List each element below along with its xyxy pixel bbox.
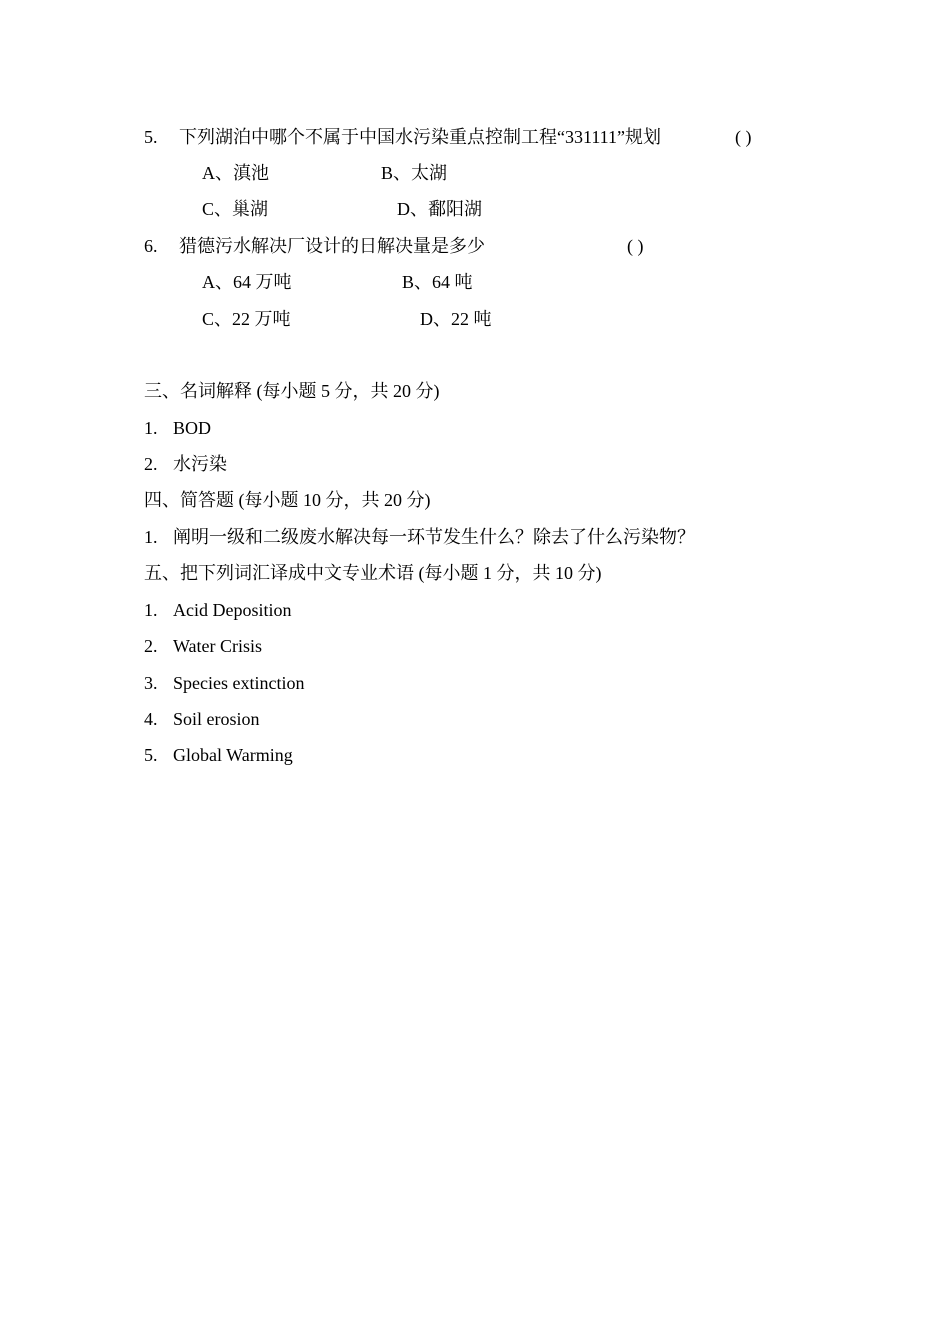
translate-4-number: 4. xyxy=(144,709,158,729)
translate-1-text: Acid Deposition xyxy=(173,600,292,620)
q5-stem xyxy=(144,126,158,148)
q6-answer-paren: ( ) xyxy=(627,236,644,256)
q5-option-d: D、鄱阳湖 xyxy=(397,199,482,219)
q6-option-a: A、64 万吨 xyxy=(202,272,292,292)
translate-4-text: Soil erosion xyxy=(173,709,260,729)
q6-option-b: B、64 吨 xyxy=(402,272,473,292)
short-1-text: 阐明一级和二级废水解决每一环节发生什么？除去了什么污染物？ xyxy=(173,527,695,547)
section-4-heading: 四、简答题 (每小题 10 分，共 20 分) xyxy=(144,490,431,510)
q5-text: 下列湖泊中哪个不属于中国水污染重点控制工程“331111”规划 xyxy=(179,127,661,147)
q5-number: 5. xyxy=(144,127,158,147)
q6-number: 6. xyxy=(144,236,158,256)
q5-option-a: A、滇池 xyxy=(202,163,269,183)
q5-option-b: B、太湖 xyxy=(381,163,448,183)
translate-3-number: 3. xyxy=(144,673,158,693)
short-1-number: 1. xyxy=(144,527,158,547)
term-2-text: 水污染 xyxy=(173,454,227,474)
translate-5-number: 5. xyxy=(144,745,158,765)
term-1-number: 1. xyxy=(144,418,158,438)
term-2-number: 2. xyxy=(144,454,158,474)
section-3-heading: 三、名词解释 (每小题 5 分，共 20 分) xyxy=(144,381,440,401)
section-5-heading: 五、把下列词汇译成中文专业术语 (每小题 1 分，共 10 分) xyxy=(144,563,602,583)
translate-5-text: Global Warming xyxy=(173,745,293,765)
q6-text: 猎德污水解决厂设计的日解决量是多少 xyxy=(179,236,485,256)
translate-3-text: Species extinction xyxy=(173,673,305,693)
translate-2-number: 2. xyxy=(144,636,158,656)
term-1-text: BOD xyxy=(173,418,212,438)
q6-option-c: C、22 万吨 xyxy=(202,309,291,329)
q6-option-d: D、22 吨 xyxy=(420,309,492,329)
translate-2-text: Water Crisis xyxy=(173,636,263,656)
q5-answer-paren: ( ) xyxy=(735,127,752,147)
q5-option-c: C、巢湖 xyxy=(202,199,269,219)
translate-1-number: 1. xyxy=(144,600,158,620)
